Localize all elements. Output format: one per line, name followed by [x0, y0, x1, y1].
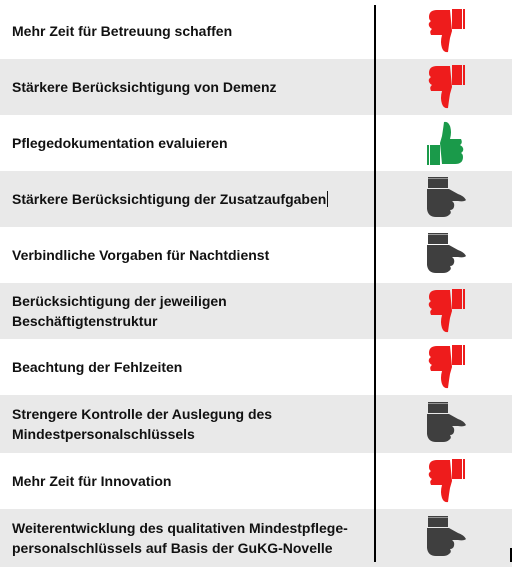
- column-divider: [374, 5, 376, 562]
- table-row: [0, 115, 512, 171]
- row-label: Mehr Zeit für Innovation: [12, 473, 172, 489]
- table-row: [0, 171, 512, 227]
- row-label: Weiterentwicklung des qualitativen Mindestpflege- personalschlüssels auf Basis der GuKG-Novelle: [12, 520, 348, 556]
- text-cursor: [327, 191, 328, 207]
- row-label: Strengere Kontrolle der Auslegung des Mindestpersonalschlüssels: [12, 406, 273, 442]
- thumbs-down-icon: [374, 59, 512, 115]
- table-row: [0, 283, 512, 339]
- row-label: Beachtung der Fehlzeiten: [12, 359, 183, 375]
- row-label: Stärkere Berücksichtigung der Zusatzaufgaben: [12, 191, 327, 207]
- thumbs-down-icon: [374, 339, 512, 395]
- thumbs-down-icon: [374, 283, 512, 339]
- table-row: [0, 3, 512, 59]
- thumbs-down-icon: [374, 453, 512, 509]
- row-label: Berücksichtigung der jeweiligen Beschäftigtenstruktur: [12, 293, 227, 329]
- row-label: Pflegedokumentation evaluieren: [12, 135, 228, 151]
- table-row: [0, 453, 512, 509]
- thumbs-down-icon: [374, 3, 512, 59]
- table-row: [0, 227, 512, 283]
- thumb-sideways-icon: [374, 171, 512, 227]
- table-row: [0, 339, 512, 395]
- table-row: [0, 59, 512, 115]
- row-label: Mehr Zeit für Betreuung schaffen: [12, 23, 233, 39]
- thumbs-up-icon: [374, 115, 512, 171]
- table-corner-line: [510, 548, 512, 562]
- table-row: [0, 395, 512, 453]
- thumb-sideways-icon: [374, 227, 512, 283]
- row-label: Verbindliche Vorgaben für Nachtdienst: [12, 247, 270, 263]
- table-row: [0, 509, 512, 567]
- thumb-sideways-icon: [374, 509, 512, 567]
- rating-table: [0, 3, 512, 567]
- row-label: Stärkere Berücksichtigung von Demenz: [12, 79, 277, 95]
- thumb-sideways-icon: [374, 395, 512, 453]
